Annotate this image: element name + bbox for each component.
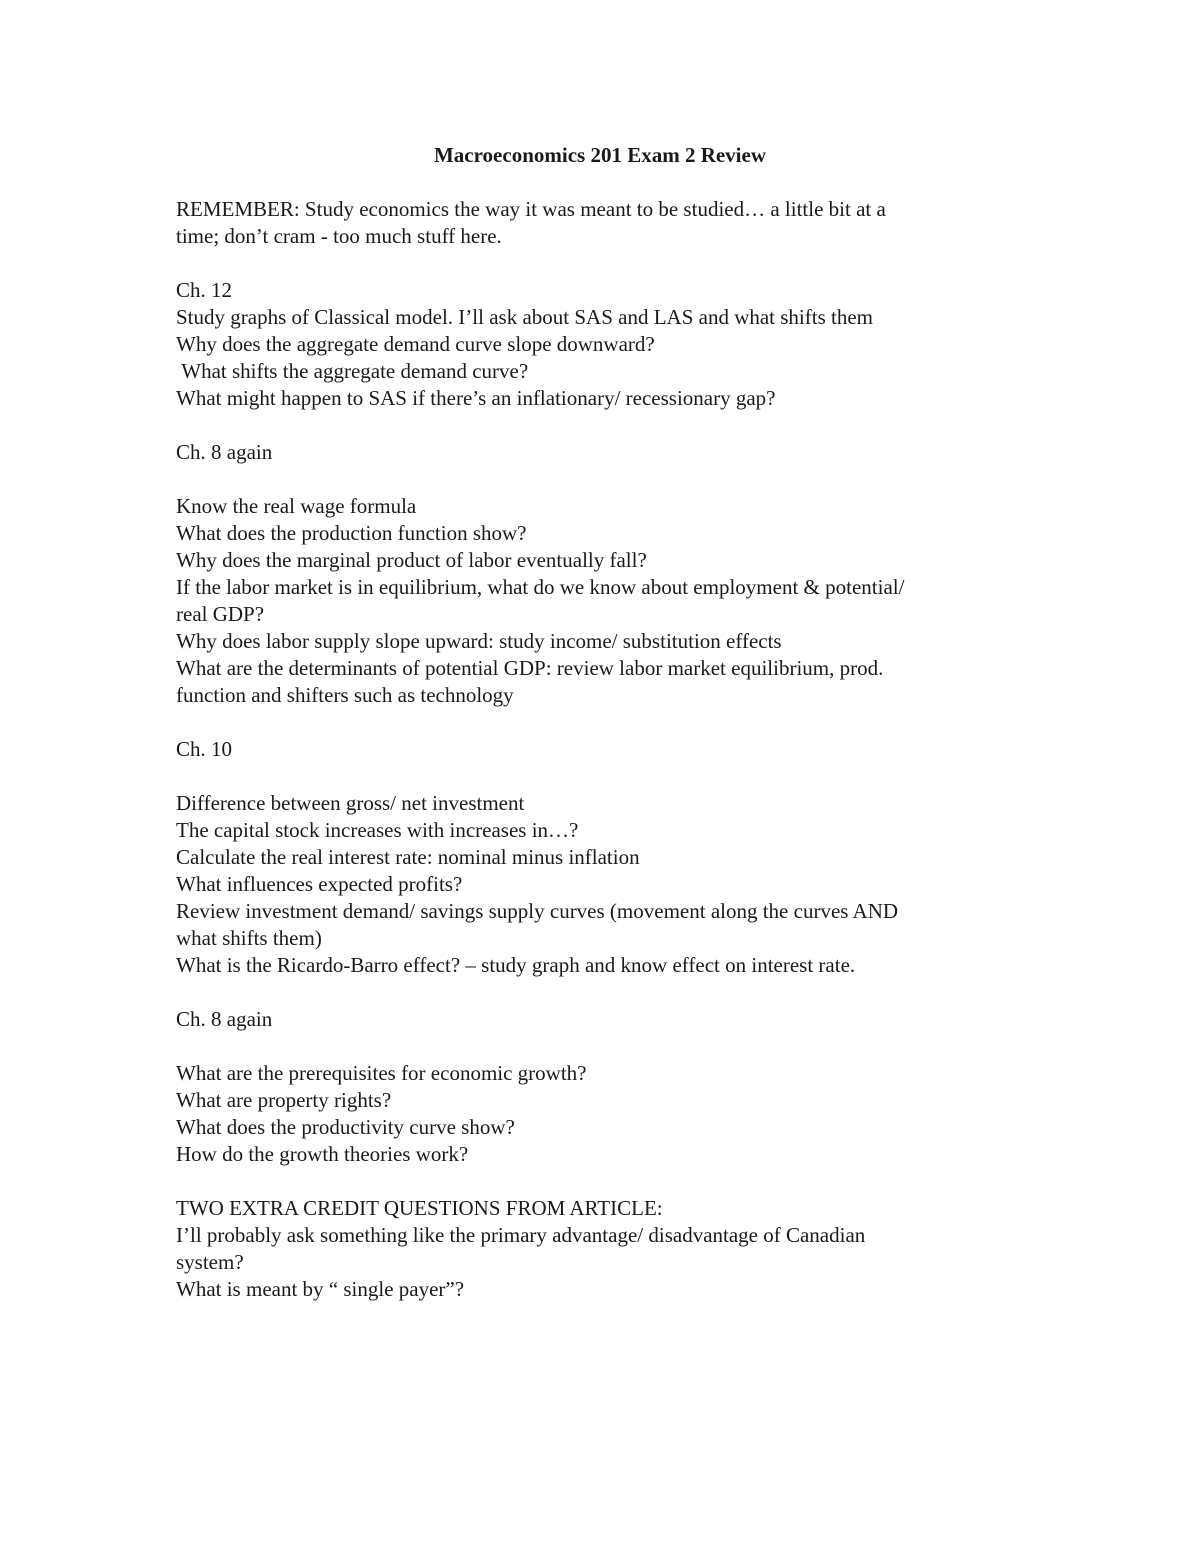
- question-line: What does the productivity curve show?: [176, 1115, 515, 1139]
- question-line: What might happen to SAS if there’s an inflationary/ recessionary gap?: [176, 386, 776, 410]
- section-ch12: [176, 277, 1036, 412]
- intro-line: time; don’t cram - too much stuff here.: [176, 224, 502, 248]
- section-heading: TWO EXTRA CREDIT QUESTIONS FROM ARTICLE:: [176, 1196, 663, 1220]
- section-heading: Ch. 12: [176, 278, 233, 302]
- spacer: [176, 1168, 1036, 1195]
- question-line: What influences expected profits?: [176, 872, 463, 896]
- question-line: system?: [176, 1250, 244, 1274]
- intro-block: [176, 196, 1036, 250]
- question-line: What is the Ricardo-Barro effect? – study graph and know effect on interest rate.: [176, 953, 856, 977]
- section-ch8-second: [176, 1006, 1036, 1168]
- question-line: Difference between gross/ net investment: [176, 791, 525, 815]
- document-title: Macroeconomics 201 Exam 2 Review: [433, 143, 767, 167]
- question-line: what shifts them): [176, 926, 322, 950]
- section-heading: Ch. 10: [176, 737, 233, 761]
- question-line: What is meant by “ single payer”?: [176, 1277, 465, 1301]
- question-line: What does the production function show?: [176, 521, 527, 545]
- intro-line: REMEMBER: Study economics the way it was meant to be studied… a little bit at a: [176, 197, 886, 221]
- section-ch8-first: [176, 439, 1036, 709]
- question-line: What shifts the aggregate demand curve?: [176, 359, 529, 383]
- question-line: Study graphs of Classical model. I’ll ask about SAS and LAS and what shifts them: [176, 305, 874, 329]
- section-extra-credit: [176, 1195, 1036, 1303]
- section-heading: Ch. 8 again: [176, 1007, 273, 1031]
- question-line: Know the real wage formula: [176, 494, 417, 518]
- spacer: [176, 412, 1036, 439]
- question-line: What are property rights?: [176, 1088, 392, 1112]
- question-line: If the labor market is in equilibrium, what do we know about employment & potential/: [176, 575, 905, 599]
- document-body: [176, 142, 1036, 1303]
- spacer: [176, 1033, 1036, 1060]
- spacer: [176, 979, 1036, 1006]
- spacer: [176, 250, 1036, 277]
- section-heading: Ch. 8 again: [176, 440, 273, 464]
- question-line: The capital stock increases with increases in…?: [176, 818, 579, 842]
- question-line: Review investment demand/ savings supply curves (movement along the curves AND: [176, 899, 899, 923]
- question-line: Why does the marginal product of labor eventually fall?: [176, 548, 647, 572]
- spacer: [176, 709, 1036, 736]
- question-line: Why does the aggregate demand curve slope downward?: [176, 332, 655, 356]
- question-line: What are the prerequisites for economic growth?: [176, 1061, 587, 1085]
- spacer: [176, 763, 1036, 790]
- question-line: real GDP?: [176, 602, 265, 626]
- question-line: Why does labor supply slope upward: study income/ substitution effects: [176, 629, 782, 653]
- question-line: I’ll probably ask something like the primary advantage/ disadvantage of Canadian: [176, 1223, 866, 1247]
- section-ch10: [176, 736, 1036, 979]
- question-line: Calculate the real interest rate: nominal minus inflation: [176, 845, 640, 869]
- question-line: How do the growth theories work?: [176, 1142, 469, 1166]
- question-line: function and shifters such as technology: [176, 683, 514, 707]
- question-line: What are the determinants of potential GDP: review labor market equilibrium, prod.: [176, 656, 884, 680]
- spacer: [176, 466, 1036, 493]
